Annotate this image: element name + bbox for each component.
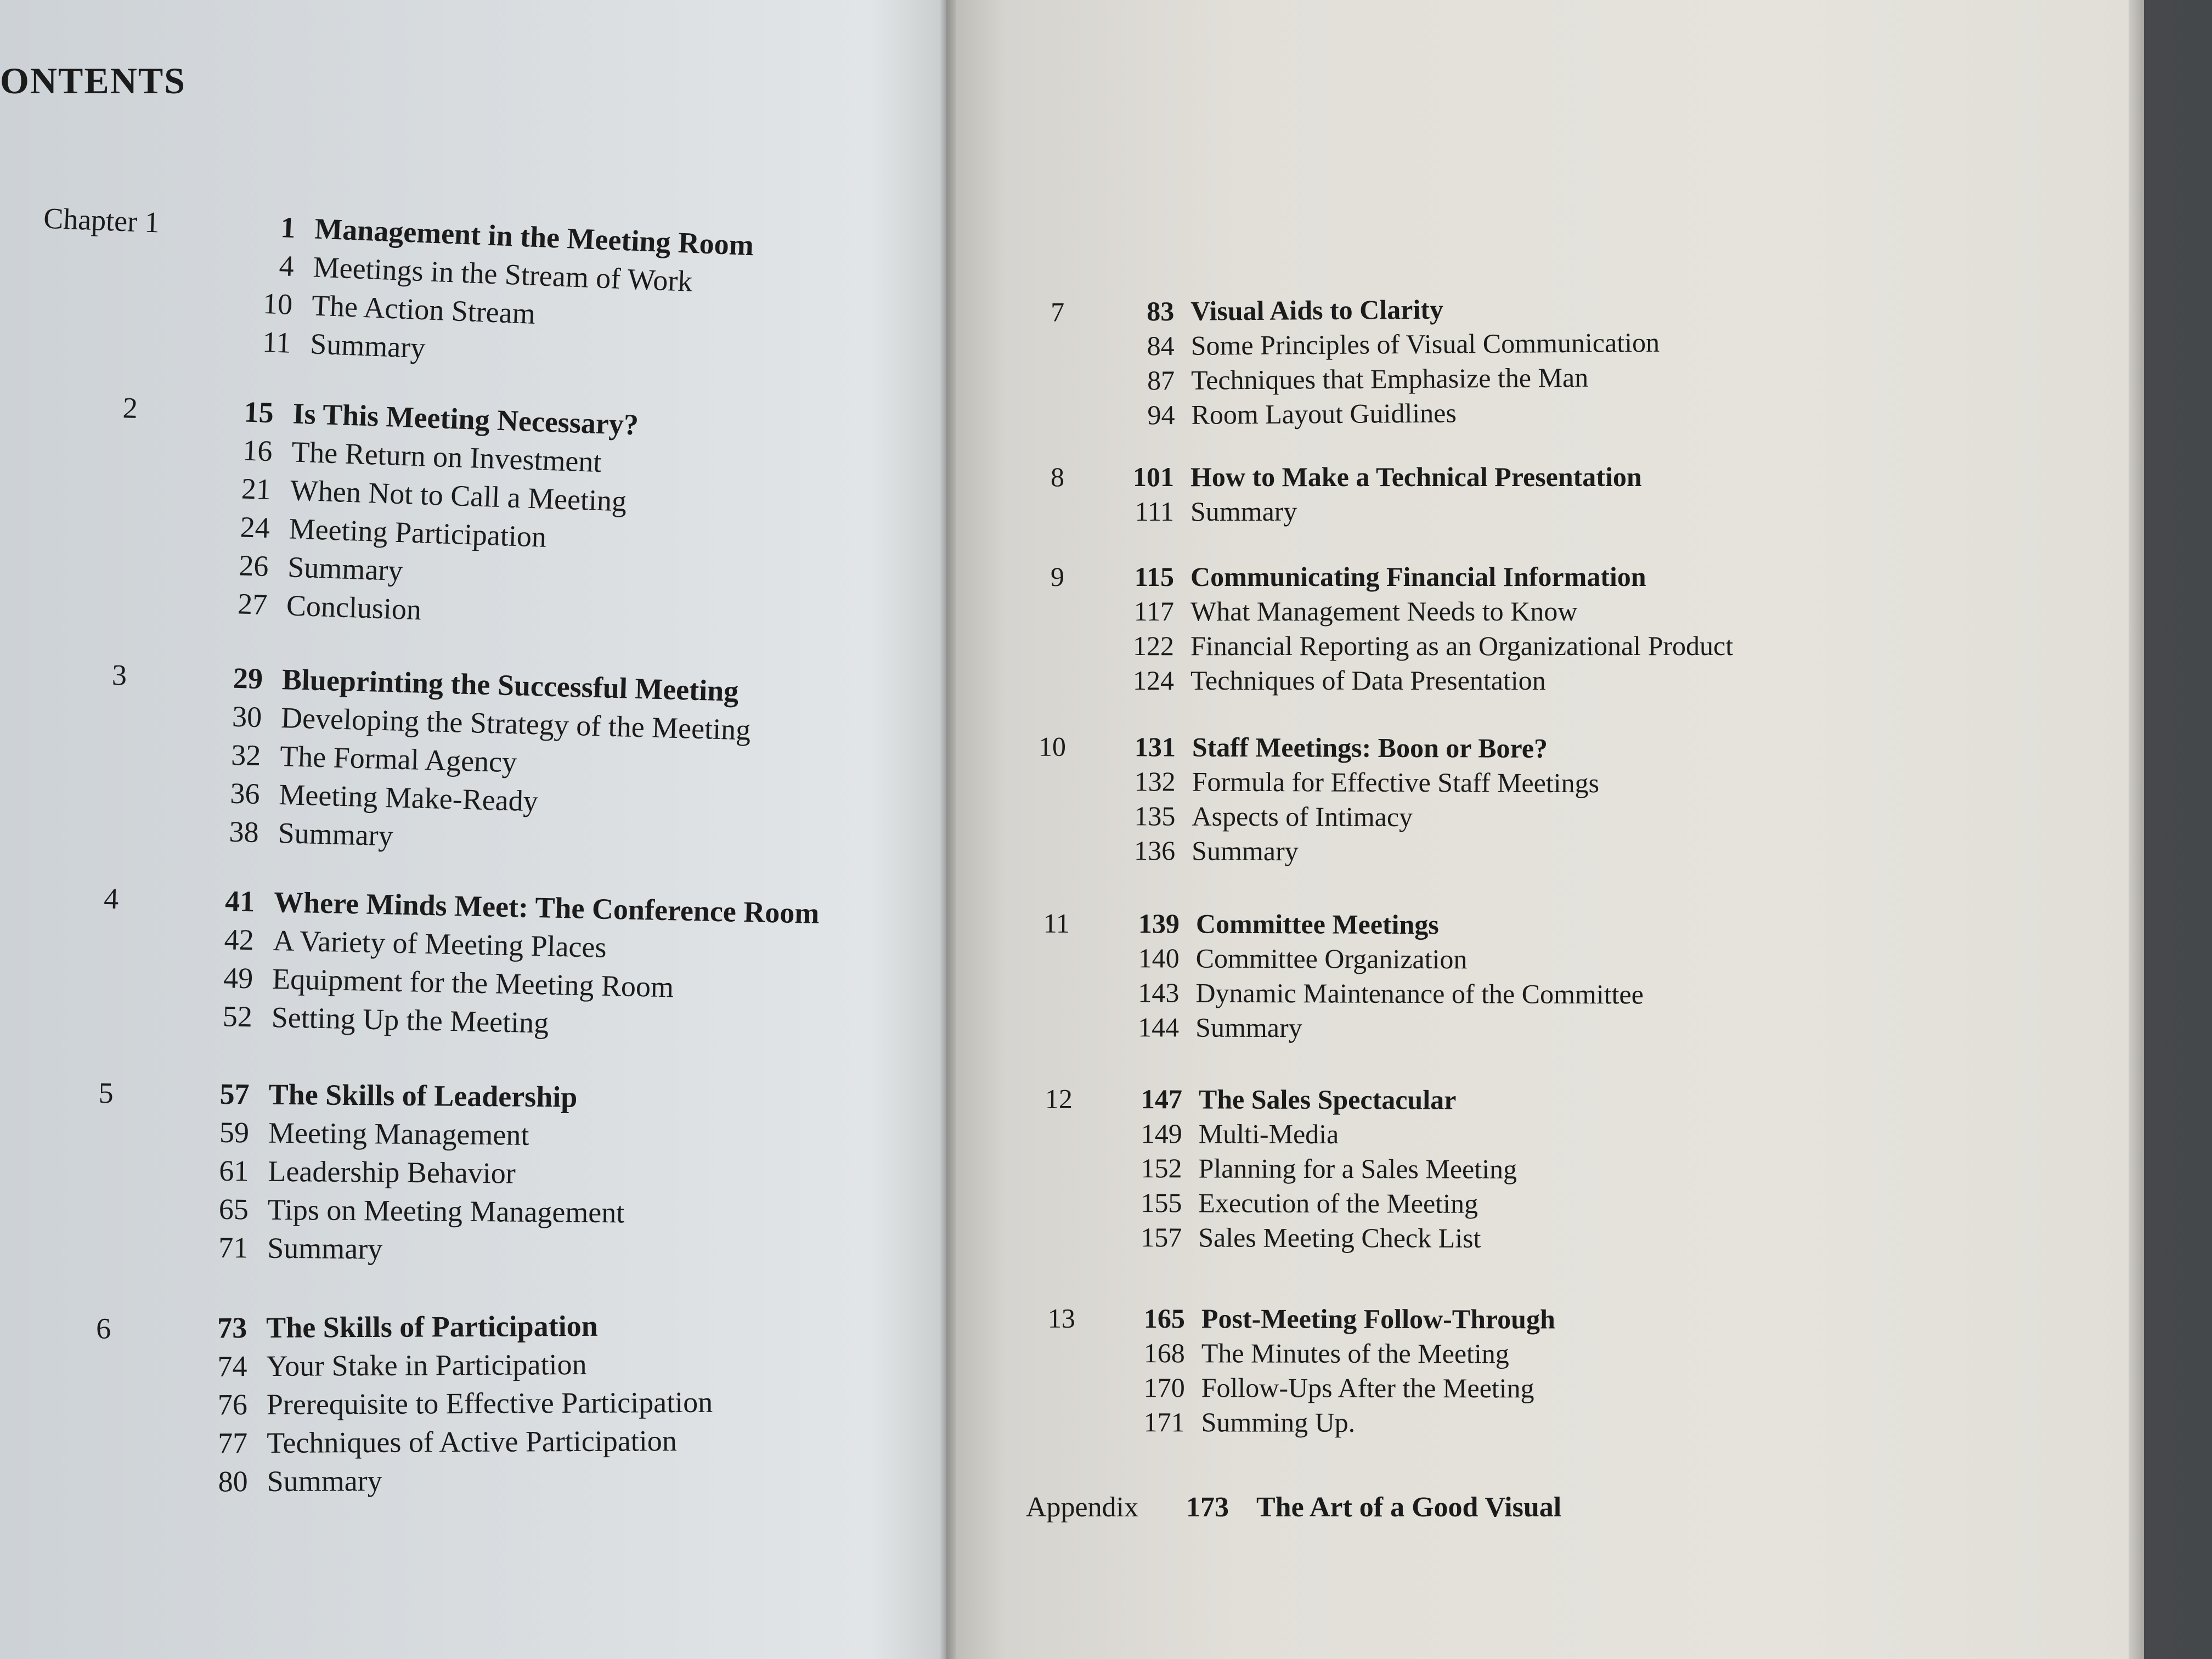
chapter-title: Management in the Meeting Room xyxy=(314,212,754,262)
section-title: The Minutes of the Meeting xyxy=(1201,1338,1509,1369)
page-number: 87 xyxy=(1147,365,1175,396)
page-number: 29 xyxy=(233,661,263,696)
appendix-title: The Art of a Good Visual xyxy=(1256,1492,1562,1523)
section-title: What Management Needs to Know xyxy=(1190,596,1578,627)
page-number: 170 xyxy=(1143,1372,1185,1403)
page-number: 30 xyxy=(232,699,262,734)
section-title: Execution of the Meeting xyxy=(1198,1187,1479,1219)
page-number: 140 xyxy=(1138,943,1180,974)
page-edge xyxy=(2129,0,2144,1659)
page-number: 16 xyxy=(242,433,273,468)
section-title: Sales Meeting Check List xyxy=(1198,1222,1481,1254)
section-title: Leadership Behavior xyxy=(268,1154,516,1190)
page-number: 136 xyxy=(1134,835,1176,866)
page-number: 15 xyxy=(243,395,274,430)
page-number: 24 xyxy=(239,510,270,545)
page-number: 83 xyxy=(1147,296,1175,327)
page-number: 131 xyxy=(1134,731,1176,763)
page-number: 111 xyxy=(1135,496,1174,527)
chapter-title: Communicating Financial Information xyxy=(1190,561,1646,592)
chapter-title: Where Minds Meet: The Conference Room xyxy=(273,885,820,930)
chapter-number: 7 xyxy=(1051,296,1065,328)
chapter-number: 3 xyxy=(111,658,127,692)
section-title: Formula for Effective Staff Meetings xyxy=(1192,766,1600,799)
page-number: 1 xyxy=(280,211,296,245)
page-number: 115 xyxy=(1134,561,1174,592)
section-title: Prerequisite to Effective Participation xyxy=(266,1385,713,1421)
page-number: 135 xyxy=(1134,800,1176,832)
chapter-title: Blueprinting the Successful Meeting xyxy=(281,663,740,708)
section-title: Summary xyxy=(287,550,404,588)
chapter-number: 5 xyxy=(98,1076,114,1110)
page-number: 38 xyxy=(228,815,259,849)
section-title: Room Layout Guidlines xyxy=(1191,397,1457,430)
section-title: Techniques of Active Participation xyxy=(267,1424,677,1459)
page-number: 149 xyxy=(1141,1118,1182,1149)
section-title: Meeting Make-Ready xyxy=(278,778,539,818)
chapter-number: 11 xyxy=(1043,907,1070,939)
section-title: Tips on Meeting Management xyxy=(267,1193,625,1229)
section-title: Summary xyxy=(1195,1012,1302,1043)
section-title: Techniques that Emphasize the Man xyxy=(1190,362,1589,396)
page-number: 80 xyxy=(218,1465,248,1498)
page-number: 165 xyxy=(1143,1303,1185,1334)
book-gutter xyxy=(939,0,956,1659)
section-row xyxy=(161,1113,529,1152)
page-number: 122 xyxy=(1133,630,1174,661)
section-title: Multi-Media xyxy=(1198,1118,1339,1150)
section-title: Committee Organization xyxy=(1195,943,1468,975)
page-number: 147 xyxy=(1141,1084,1182,1115)
page-number: 26 xyxy=(238,549,269,583)
page-number: 57 xyxy=(219,1077,250,1111)
page-number: 10 xyxy=(262,286,294,321)
section-title: Follow-Ups After the Meeting xyxy=(1201,1372,1534,1404)
section-title: A Variety of Meeting Places xyxy=(273,924,607,964)
page-number: 36 xyxy=(229,776,261,811)
page-number: 101 xyxy=(1133,461,1174,492)
chapter-block xyxy=(1043,906,1644,1045)
section-title: Meeting Participation xyxy=(288,512,547,554)
section-title: Summary xyxy=(1190,496,1297,527)
section-title: Dynamic Maintenance of the Committee xyxy=(1195,977,1644,1010)
page-number: 74 xyxy=(217,1350,247,1383)
page-number: 65 xyxy=(218,1192,249,1226)
page-number: 168 xyxy=(1143,1338,1185,1369)
page-number: 77 xyxy=(218,1426,248,1460)
section-title: Some Principles of Visual Communication xyxy=(1190,326,1660,361)
chapter-title: Committee Meetings xyxy=(1195,908,1439,940)
chapter-number: Chapter 1 xyxy=(43,201,160,239)
chapter-number: 2 xyxy=(122,391,138,425)
section-title: Meeting Management xyxy=(268,1116,529,1152)
appendix-page: 173 xyxy=(1186,1492,1229,1523)
page-number: 94 xyxy=(1147,399,1175,431)
page-number: 157 xyxy=(1141,1222,1182,1253)
section-title: The Return on Investment xyxy=(291,435,602,479)
page-number: 61 xyxy=(219,1154,249,1188)
page-number: 27 xyxy=(237,587,268,622)
page-number: 143 xyxy=(1138,977,1180,1008)
page-number: 4 xyxy=(278,249,295,283)
section-title: The Formal Agency xyxy=(279,740,517,779)
section-title: Your Stake in Participation xyxy=(266,1347,587,1383)
section-title: Aspects of Intimacy xyxy=(1192,800,1413,832)
page-number: 117 xyxy=(1133,596,1174,627)
contents-heading: ONTENTS xyxy=(0,60,186,101)
section-title: Planning for a Sales Meeting xyxy=(1198,1153,1517,1184)
page-number: 21 xyxy=(241,472,272,506)
page-number: 71 xyxy=(218,1231,249,1265)
page-number: 59 xyxy=(219,1115,250,1149)
section-title: Financial Reporting as an Organizational Product xyxy=(1190,630,1734,661)
chapter-title: How to Make a Technical Presentation xyxy=(1190,461,1642,492)
chapter-number: 6 xyxy=(96,1312,111,1345)
page-number: 144 xyxy=(1138,1012,1180,1043)
page-number: 84 xyxy=(1147,330,1175,362)
section-title: Summary xyxy=(1192,835,1299,867)
chapter-number: 12 xyxy=(1045,1083,1073,1114)
section-title: Summary xyxy=(309,327,426,365)
page-number: 132 xyxy=(1134,766,1176,797)
chapter-title: Is This Meeting Necessary? xyxy=(292,397,639,442)
section-title: Summary xyxy=(277,816,394,853)
page-number: 32 xyxy=(230,738,262,772)
chapter-title: Post-Meeting Follow-Through xyxy=(1201,1303,1555,1335)
chapter-title: Visual Aids to Clarity xyxy=(1190,294,1444,326)
page-number: 11 xyxy=(262,325,292,359)
chapter-number: 4 xyxy=(103,882,119,916)
page-number: 41 xyxy=(224,884,255,918)
section-title: Equipment for the Meeting Room xyxy=(272,962,674,1004)
chapter-title: Staff Meetings: Boon or Bore? xyxy=(1192,731,1548,764)
section-title: When Not to Call a Meeting xyxy=(290,473,628,518)
chapter-title: The Skills of Leadership xyxy=(268,1077,578,1114)
section-title: Techniques of Data Presentation xyxy=(1190,665,1546,696)
chapter-title: The Sales Spectacular xyxy=(1198,1084,1457,1115)
section-title: Setting Up the Meeting xyxy=(271,1001,549,1040)
section-title: Summary xyxy=(267,1231,383,1266)
chapter-title-row xyxy=(98,1074,578,1114)
page-number: 73 xyxy=(217,1311,247,1345)
appendix-label: Appendix xyxy=(1026,1492,1139,1523)
page-number: 52 xyxy=(222,1000,253,1034)
page-number: 124 xyxy=(1133,665,1174,696)
page-number: 49 xyxy=(223,961,253,995)
chapter-number: 8 xyxy=(1051,461,1064,492)
chapter-title: The Skills of Participation xyxy=(266,1309,598,1344)
section-title: Meetings in the Stream of Work xyxy=(312,250,693,298)
page-number: 155 xyxy=(1141,1187,1182,1218)
page-number: 171 xyxy=(1143,1407,1185,1438)
page-number: 76 xyxy=(217,1388,248,1421)
chapter-number: 10 xyxy=(1038,731,1066,762)
chapter-block xyxy=(1038,730,1600,868)
section-row xyxy=(160,1228,383,1266)
page-number: 139 xyxy=(1138,908,1180,939)
section-title: Conclusion xyxy=(286,589,422,627)
section-title: Summary xyxy=(267,1464,382,1498)
page-number: 152 xyxy=(1141,1153,1182,1184)
section-title: Developing the Strategy of the Meeting xyxy=(280,701,751,747)
chapter-number: 9 xyxy=(1051,561,1064,592)
section-title: Summing Up. xyxy=(1201,1407,1356,1438)
page-number: 42 xyxy=(224,923,255,957)
section-title: The Action Stream xyxy=(311,289,536,330)
chapter-number: 13 xyxy=(1047,1302,1075,1334)
